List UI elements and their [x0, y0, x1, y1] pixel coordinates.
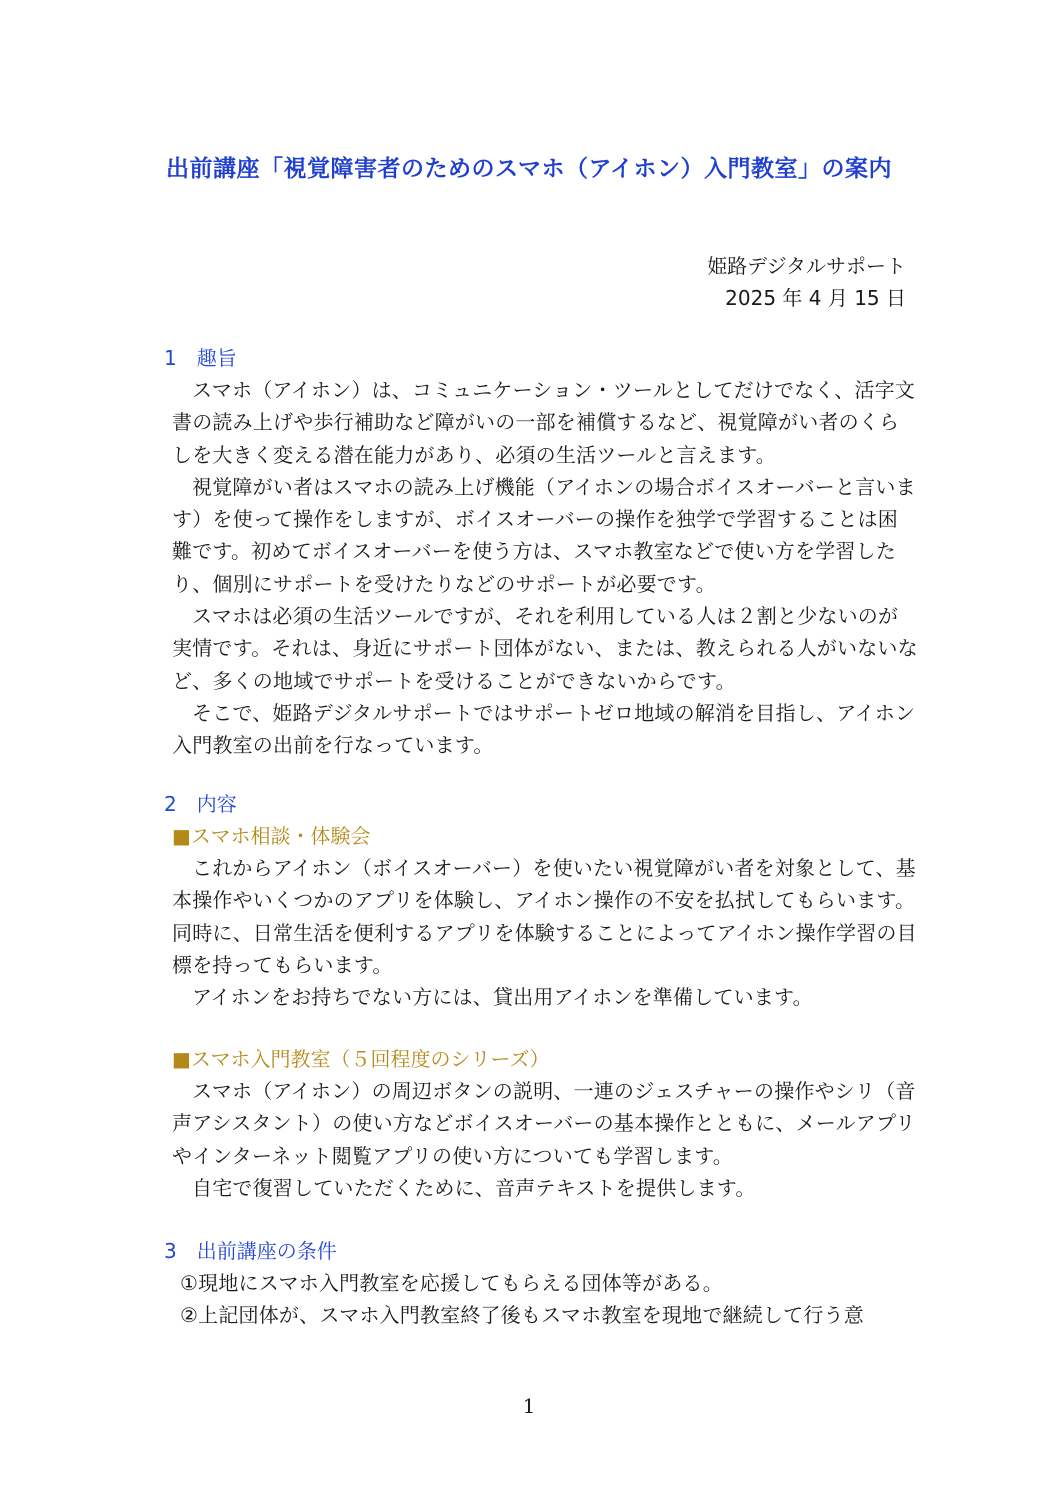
condition-item: ①現地にスマホ入門教室を応援してもらえる団体等がある。	[180, 1271, 723, 1295]
author-block	[707, 250, 906, 314]
section-purpose	[164, 342, 918, 762]
section-conditions	[164, 1235, 918, 1331]
organization-name: 姫路デジタルサポート	[707, 254, 906, 278]
paragraph: そこで、姫路デジタルサポートではサポートゼロ地域の解消を目指し、アイホン入門教室の出前を行なっています。	[172, 700, 916, 758]
subsection-heading: ■スマホ入門教室（５回程度のシリーズ）	[172, 1047, 550, 1071]
section-heading: 3 出前講座の条件	[164, 1239, 337, 1263]
condition-item: ②上記団体が、スマホ入門教室終了後もスマホ教室を現地で継続して行う意	[180, 1303, 864, 1327]
section-heading: 2 内容	[164, 792, 237, 816]
page-number: 1	[522, 1394, 536, 1418]
document-date: 2025 年 4 月 15 日	[725, 286, 906, 310]
section-content	[164, 788, 918, 1013]
paragraph: スマホは必須の生活ツールですが、それを利用している人は２割と少ないのが実情です。それは、身近にサポート団体がない、または、教えられる人がいないなど、多くの地域でサポートを受けることができないからです。	[172, 604, 918, 693]
subsection-heading: ■スマホ相談・体験会	[172, 824, 371, 848]
paragraph: 自宅で復習していただくために、音声テキストを提供します。	[192, 1175, 756, 1200]
subsection-classroom	[172, 1043, 918, 1204]
paragraph: スマホ（アイホン）の周辺ボタンの説明、一連のジェスチャーの操作やシリ（音声アシスタント）の使い方などボイスオーバーの基本操作とともに、メールアプリやインターネット閲覧アプリの使い方についても学習します。	[172, 1079, 916, 1168]
section-heading: 1 趣旨	[164, 346, 237, 370]
paragraph: 視覚障がい者はスマホの読み上げ機能（アイホンの場合ボイスオーバーと言います）を使って操作をしますが、ボイスオーバーの操作を独学で学習することは困難です。初めてボイスオーバーを使う方は、スマホ教室などで使い方を学習したり、個別にサポートを受けたりなどのサポートが必要です。	[172, 474, 916, 596]
paragraph: これからアイホン（ボイスオーバー）を使いたい視覚障がい者を対象として、基本操作やいくつかのアプリを体験し、アイホン操作の不安を払拭してもらいます。同時に、日常生活を便利するアプリを体験することによってアイホン操作学習の目標を持ってもらいます。	[172, 856, 917, 977]
page-title: 出前講座「視覚障害者のためのスマホ（アイホン）入門教室」の案内	[166, 156, 892, 182]
paragraph: アイホンをお持ちでない方には、貸出用アイホンを準備しています。	[192, 985, 813, 1010]
paragraph: スマホ（アイホン）は、コミュニケーション・ツールとしてだけでなく、活字文書の読み上げや歩行補助など障がいの一部を補償するなど、視覚障がい者のくらしを大きく変える潜在能力があり、必須の生活ツールと言えます。	[172, 378, 915, 467]
